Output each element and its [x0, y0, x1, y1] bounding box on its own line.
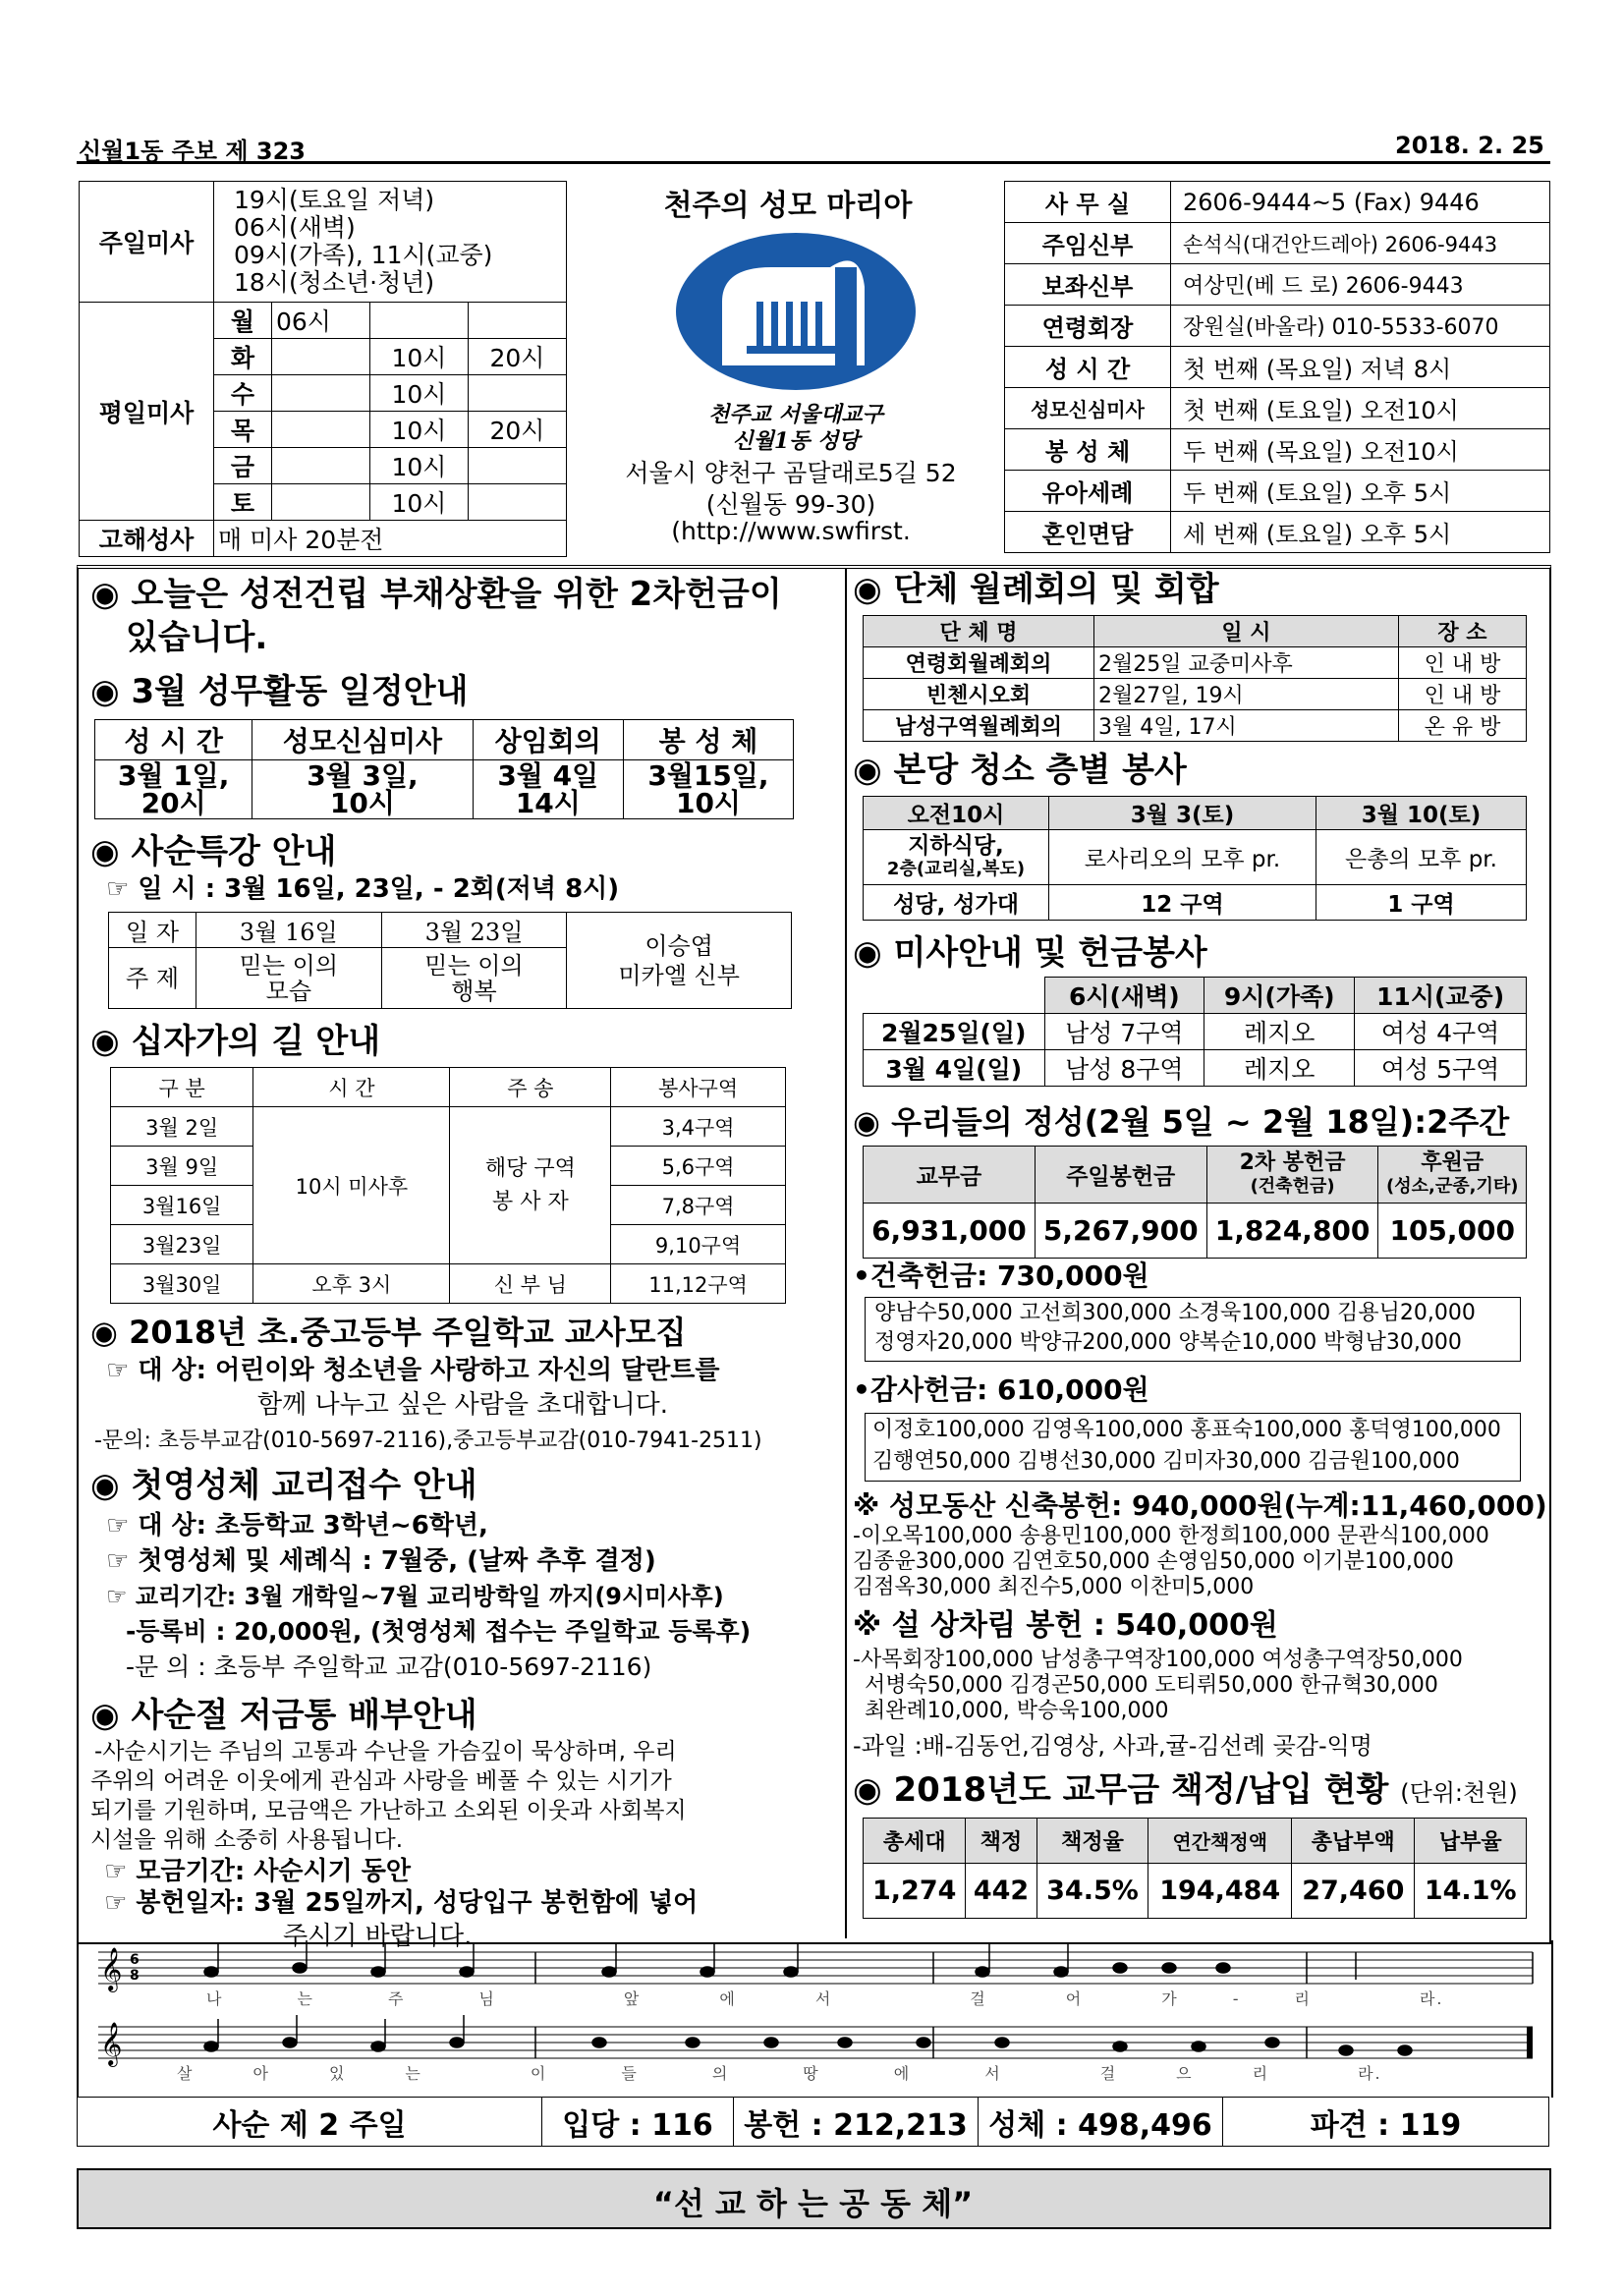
mass-offering-cell: 여성 4구역	[1355, 1014, 1527, 1050]
notice-second-collection: ◉ 오늘은 성전건립 부채상환을 위한 2차헌금이	[90, 575, 782, 614]
cleaning-header: 3월 10(토)	[1316, 797, 1526, 830]
address-lot: (신월동 99-30)	[705, 490, 876, 519]
mary-garden-line-2: 김종윤300,000 김연호50,000 손영임50,000 이기분100,000	[853, 1549, 1454, 1574]
lecture-theme-2: 믿는 이의 행복	[381, 948, 567, 1009]
march-header: 성 시 간	[95, 720, 252, 760]
communion-line-5: -문 의 : 초등부 주일학교 교감(010-5697-2116)	[126, 1652, 652, 1681]
weekday-time	[272, 339, 370, 375]
weekday-day: 월	[214, 303, 272, 339]
mary-garden-line-3: 김점옥30,000 최진수5,000 이찬미5,000	[853, 1575, 1255, 1599]
seol-offering-line-1: -사목회장100,000 남성총구역장100,000 여성총구역장50,000	[853, 1648, 1463, 1672]
cross-zone: 9,10구역	[611, 1225, 786, 1264]
offering-value: 1,824,800	[1206, 1204, 1378, 1259]
contact-value: 두 번째 (목요일) 오전10시	[1171, 429, 1550, 471]
march-value: 3월 1일, 20시	[95, 760, 252, 819]
teacher-line-1: ☞ 대 상: 어린이와 청소년을 사랑하고 자신의 달란트를	[106, 1356, 720, 1385]
section-cleaning: ◉ 본당 청소 층별 봉사	[853, 751, 1187, 790]
lent-line-4: 시설을 위해 소중히 사용됩니다.	[90, 1827, 404, 1853]
lecture-theme-label: 주 제	[109, 948, 196, 1009]
lent-line-6: ☞ 봉헌일자: 3월 25일까지, 성당입구 봉헌함에 넣어	[104, 1888, 699, 1918]
header-rule	[77, 161, 1550, 164]
mass-offering-cell: 레지오	[1204, 1050, 1355, 1087]
weekday-time	[272, 375, 370, 412]
tithe-value: 14.1%	[1415, 1864, 1527, 1919]
cross-date: 3월30일	[111, 1264, 253, 1304]
communion-line-2: ☞ 첫영성체 및 세례식 : 7월중, (날짜 추후 결정)	[106, 1546, 656, 1576]
contacts-table	[1004, 181, 1550, 553]
meeting-place: 인 내 방	[1398, 647, 1526, 679]
lent-line-7: 주시기 바랍니다.	[283, 1922, 473, 1951]
building-fund-line-1: 양남수50,000 고선희300,000 소경욱100,000 김용님20,000	[874, 1301, 1476, 1325]
attendance-stats	[77, 2097, 1549, 2147]
weekday-time	[468, 303, 566, 339]
mary-garden-title: ※ 성모동산 신축봉헌: 940,000원(누계:11,460,000)	[853, 1489, 1547, 1522]
weekday-time: 20시	[468, 339, 566, 375]
lyrics-line-1: 나 는 주 님 앞 에 서 걸 어 가 - 리 라.	[206, 1989, 1444, 2008]
thanks-offering-line-1: 이정호100,000 김영옥100,000 홍표숙100,000 홍덕영100,000	[872, 1418, 1501, 1442]
tithe-header: 책정율	[1036, 1819, 1148, 1864]
meeting-time: 3월 4일, 17시	[1094, 710, 1399, 742]
way-of-cross-table	[110, 1067, 786, 1304]
communion-line-3: ☞ 교리기간: 3월 개학일~7월 교리방학일 까지(9시미사후)	[106, 1583, 724, 1610]
weekday-day: 화	[214, 339, 272, 375]
cross-time: 오후 3시	[253, 1264, 450, 1304]
cross-zone: 5,6구역	[611, 1147, 786, 1186]
cross-header: 봉사구역	[611, 1068, 786, 1107]
lecture-speaker: 이승엽 미카엘 신부	[567, 913, 792, 1009]
lecture-schedule: ☞ 일 시 : 3월 16일, 23일, - 2회(저녁 8시)	[106, 874, 620, 904]
liturgical-week: 사순 제 2 주일	[78, 2098, 542, 2147]
section-offerings: ◉ 우리들의 정성(2월 5일 ~ 2월 18일):2주간	[853, 1103, 1510, 1141]
contact-label: 연령회장	[1005, 306, 1171, 347]
sunday-mass-label: 주일미사	[80, 182, 214, 303]
address: 서울시 양천구 곰달래로5길 52	[625, 459, 957, 487]
march-value: 3월 3일, 10시	[252, 760, 473, 819]
lent-line-3: 되기를 기원하며, 모금액은 가난하고 소외된 이웃과 사회복지	[90, 1798, 687, 1823]
march-header: 봉 성 체	[623, 720, 793, 760]
meeting-name: 연령회월례회의	[864, 647, 1094, 679]
section-mass-offering: ◉ 미사안내 및 헌금봉사	[853, 933, 1207, 973]
mass-offering-table	[863, 977, 1527, 1087]
stat-offering: 봉헌 : 212,213	[734, 2098, 979, 2147]
cross-header: 주 송	[450, 1068, 611, 1107]
march-schedule-table	[94, 719, 794, 819]
notice-second-collection-cont: 있습니다.	[126, 618, 268, 657]
communion-line-4: -등록비 : 20,000원, (첫영성체 접수는 주일학교 등록후)	[126, 1617, 752, 1646]
meeting-place: 인 내 방	[1398, 679, 1526, 710]
section-teacher-recruit: ◉ 2018년 초.중고등부 주일학교 교사모집	[90, 1314, 687, 1351]
cross-date: 3월23일	[111, 1225, 253, 1264]
svg-text:8: 8	[130, 1968, 140, 1984]
cross-date: 3월 2일	[111, 1107, 253, 1147]
seol-offering-line-4: -과일 :배-김동언,김영상, 사과,귤-김선례 곶감-익명	[853, 1732, 1372, 1760]
mass-offering-cell: 남성 7구역	[1044, 1014, 1204, 1050]
confession-value: 매 미사 20분전	[214, 521, 567, 557]
tithe-header: 납부율	[1415, 1819, 1527, 1864]
sunday-mass-times: 19시(토요일 저녁) 06시(새벽) 09시(가족), 11시(교중) 18시(청소년·청년)	[214, 182, 567, 303]
weekday-day: 금	[214, 448, 272, 484]
building-fund-line-2: 정영자20,000 박양규200,000 양복순10,000 박형남30,000	[874, 1330, 1462, 1355]
offering-value: 105,000	[1378, 1204, 1527, 1259]
lent-line-5: ☞ 모금기간: 사순시기 동안	[104, 1857, 412, 1886]
contact-value: 여상민(베 드 로) 2606-9443	[1171, 264, 1550, 306]
mass-offering-header: 6시(새벽)	[1044, 978, 1204, 1014]
weekday-day: 목	[214, 412, 272, 448]
section-march-schedule: ◉ 3월 성무활동 일정안내	[90, 672, 469, 711]
contact-label: 유아세례	[1005, 471, 1171, 512]
cross-zone: 3,4구역	[611, 1107, 786, 1147]
cleaning-area: 성당, 성가대	[864, 885, 1049, 921]
cross-header: 구 분	[111, 1068, 253, 1107]
offering-header: 교무금	[864, 1147, 1036, 1204]
weekday-time: 10시	[369, 448, 468, 484]
mass-offering-cell: 여성 5구역	[1355, 1050, 1527, 1087]
teacher-line-2: 함께 나누고 싶은 사람을 초대합니다.	[257, 1390, 669, 1420]
weekday-day: 수	[214, 375, 272, 412]
communion-line-1: ☞ 대 상: 초등학교 3학년~6학년,	[106, 1511, 488, 1540]
contact-label: 보좌신부	[1005, 264, 1171, 306]
section-tithe-status: ◉ 2018년도 교무금 책정/납입 현황 (단위:천원)	[853, 1770, 1518, 1810]
weekday-time: 10시	[369, 375, 468, 412]
seol-offering-line-3: 최완례10,000, 박승욱100,000	[865, 1699, 1169, 1723]
cleaning-assignee: 12 구역	[1049, 885, 1316, 921]
lecture-date-label: 일 자	[109, 913, 196, 948]
weekday-mass-label: 평일미사	[80, 303, 214, 521]
contact-label: 성모신심미사	[1005, 388, 1171, 429]
thanks-offering-title: •감사헌금: 610,000원	[853, 1373, 1149, 1406]
march-header: 상임회의	[473, 720, 623, 760]
offering-header: 주일봉헌금	[1035, 1147, 1206, 1204]
tithe-value: 27,460	[1292, 1864, 1415, 1919]
lecture-date-1: 3월 16일	[196, 913, 382, 948]
column-divider	[845, 568, 847, 1938]
meeting-name: 남성구역월례회의	[864, 710, 1094, 742]
weekday-time: 10시	[369, 484, 468, 521]
tithe-header: 연간책정액	[1148, 1819, 1292, 1864]
lecture-date-2: 3월 23일	[381, 913, 567, 948]
parish-logo	[663, 228, 928, 395]
offering-value: 6,931,000	[864, 1204, 1036, 1259]
lent-line-2: 주위의 어려운 이웃에게 관심과 사랑을 베풀 수 있는 시기가	[90, 1768, 672, 1794]
section-first-communion: ◉ 첫영성체 교리접수 안내	[90, 1466, 477, 1505]
contact-label: 성 시 간	[1005, 347, 1171, 388]
svg-text:𝄞: 𝄞	[100, 2022, 123, 2065]
cross-song: 신 부 님	[450, 1264, 611, 1304]
contact-value: 두 번째 (토요일) 오후 5시	[1171, 471, 1550, 512]
mass-offering-header: 11시(교중)	[1355, 978, 1527, 1014]
weekday-time: 10시	[369, 412, 468, 448]
bulletin-issue: 신월1동 주보 제 323	[79, 138, 306, 165]
cross-time: 10시 미사후	[253, 1107, 450, 1264]
mass-offering-header: 9시(가족)	[1204, 978, 1355, 1014]
weekday-time	[272, 448, 370, 484]
cleaning-header: 3월 3(토)	[1049, 797, 1316, 830]
footer-motto: “선 교 하 는 공 동 체”	[652, 2185, 974, 2222]
contact-label: 봉 성 체	[1005, 429, 1171, 471]
weekday-time	[369, 303, 468, 339]
seol-offering-title: ※ 설 상차림 봉헌 : 540,000원	[853, 1608, 1278, 1643]
cleaning-table	[863, 796, 1527, 921]
mass-offering-corner	[864, 978, 1045, 1014]
march-value: 3월 4일 14시	[473, 760, 623, 819]
bulletin-date: 2018. 2. 25	[1395, 132, 1544, 159]
cross-date: 3월 9일	[111, 1147, 253, 1186]
building-fund-title: •건축헌금: 730,000원	[853, 1260, 1149, 1292]
lecture-theme-1: 믿는 이의 모습	[196, 948, 382, 1009]
mass-schedule-table	[79, 181, 567, 557]
weekday-time	[272, 484, 370, 521]
cross-header: 시 간	[253, 1068, 450, 1107]
weekday-day: 토	[214, 484, 272, 521]
confession-label: 고해성사	[80, 521, 214, 557]
tithe-header: 총세대	[864, 1819, 966, 1864]
weekday-time: 10시	[369, 339, 468, 375]
mass-offering-cell: 남성 8구역	[1044, 1050, 1204, 1087]
contact-label: 혼인면담	[1005, 512, 1171, 553]
tithe-value: 442	[966, 1864, 1036, 1919]
stat-dismissal: 파견 : 119	[1223, 2098, 1549, 2147]
meeting-header: 장 소	[1398, 616, 1526, 647]
section-lent-piggybank: ◉ 사순절 저금통 배부안내	[90, 1696, 477, 1735]
stat-eucharist: 성체 : 498,496	[979, 2098, 1223, 2147]
march-header: 성모신심미사	[252, 720, 473, 760]
contact-label: 주임신부	[1005, 223, 1171, 264]
contact-value: 첫 번째 (목요일) 저녁 8시	[1171, 347, 1550, 388]
meeting-time: 2월27일, 19시	[1094, 679, 1399, 710]
meeting-name: 빈첸시오회	[864, 679, 1094, 710]
contact-value: 세 번째 (토요일) 오후 5시	[1171, 512, 1550, 553]
contact-value: 첫 번째 (토요일) 오전10시	[1171, 388, 1550, 429]
parish-patron-title: 천주의 성모 마리아	[663, 189, 913, 223]
logo-text-archdiocese: 천주교 서울대교구	[708, 402, 883, 427]
svg-text:6: 6	[130, 1952, 140, 1968]
meeting-header: 일 시	[1094, 616, 1399, 647]
weekday-time	[468, 484, 566, 521]
cleaning-header: 오전10시	[864, 797, 1049, 830]
meetings-table	[863, 615, 1527, 742]
lyrics-line-2: 살 아 있 는 이 들 의 땅 에 서 걸 으 리 라.	[177, 2064, 1382, 2083]
tithe-value: 1,274	[864, 1864, 966, 1919]
offering-header: 2차 봉헌금 (건축헌금)	[1206, 1147, 1378, 1204]
svg-text:𝄞: 𝄞	[100, 1947, 123, 1990]
tithe-header: 총납부액	[1292, 1819, 1415, 1864]
weekday-time: 06시	[272, 303, 370, 339]
lent-line-1: -사순시기는 주님의 고통과 수난을 가슴깊이 묵상하며, 우리	[94, 1739, 677, 1764]
offering-header: 후원금 (성소,군종,기타)	[1378, 1147, 1527, 1204]
cleaning-assignee: 1 구역	[1316, 885, 1526, 921]
weekday-time	[468, 448, 566, 484]
contact-value: 2606-9444~5 (Fax) 9446	[1171, 182, 1550, 223]
section-meetings: ◉ 단체 월례회의 및 회합	[853, 570, 1219, 609]
contact-value: 손석식(대건안드레아) 2606-9443	[1171, 223, 1550, 264]
mass-offering-date: 2월25일(일)	[864, 1014, 1045, 1050]
logo-text-parish: 신월1동 성당	[732, 428, 860, 454]
tithe-value: 194,484	[1148, 1864, 1292, 1919]
contact-value: 장원실(바올라) 010-5533-6070	[1171, 306, 1550, 347]
tithe-table	[863, 1818, 1527, 1919]
section-way-of-cross: ◉ 십자가의 길 안내	[90, 1022, 381, 1061]
cleaning-assignee: 은총의 모후 pr.	[1316, 830, 1526, 885]
offering-value: 5,267,900	[1035, 1204, 1206, 1259]
cleaning-area: 지하식당, 2층(교리실,복도)	[864, 830, 1049, 885]
contact-label: 사 무 실	[1005, 182, 1171, 223]
meeting-time: 2월25일 교중미사후	[1094, 647, 1399, 679]
tithe-header: 책정	[966, 1819, 1036, 1864]
weekday-time: 20시	[468, 412, 566, 448]
weekday-time	[468, 375, 566, 412]
meeting-place: 온 유 방	[1398, 710, 1526, 742]
cross-zone: 11,12구역	[611, 1264, 786, 1304]
lecture-table	[108, 912, 792, 1009]
teacher-line-3: -문의: 초등부교감(010-5697-2116),중고등부교감(010-7941-2511)	[94, 1428, 762, 1453]
cross-song: 해당 구역 봉 사 자	[450, 1107, 611, 1264]
mass-offering-cell: 레지오	[1204, 1014, 1355, 1050]
mass-offering-date: 3월 4일(일)	[864, 1050, 1045, 1087]
stat-entrance: 입당 : 116	[542, 2098, 734, 2147]
weekday-time	[272, 412, 370, 448]
thanks-offering-line-2: 김행연50,000 김병선30,000 김미자30,000 김금원100,000	[872, 1449, 1460, 1474]
tithe-value: 34.5%	[1036, 1864, 1148, 1919]
offerings-table	[863, 1146, 1527, 1259]
cleaning-assignee: 로사리오의 모후 pr.	[1049, 830, 1316, 885]
cross-zone: 7,8구역	[611, 1186, 786, 1225]
section-lent-lecture: ◉ 사순특강 안내	[90, 832, 337, 871]
website-link[interactable]: (http://www.swfirst.	[671, 517, 911, 545]
meeting-header: 단 체 명	[864, 616, 1094, 647]
march-value: 3월15일, 10시	[623, 760, 793, 819]
mary-garden-line-1: -이오목100,000 송용민100,000 한정희100,000 문관식100,000	[853, 1524, 1489, 1548]
cross-date: 3월16일	[111, 1186, 253, 1225]
seol-offering-line-2: 서병숙50,000 김경곤50,000 도티뤼50,000 한규혁30,000	[865, 1673, 1438, 1698]
